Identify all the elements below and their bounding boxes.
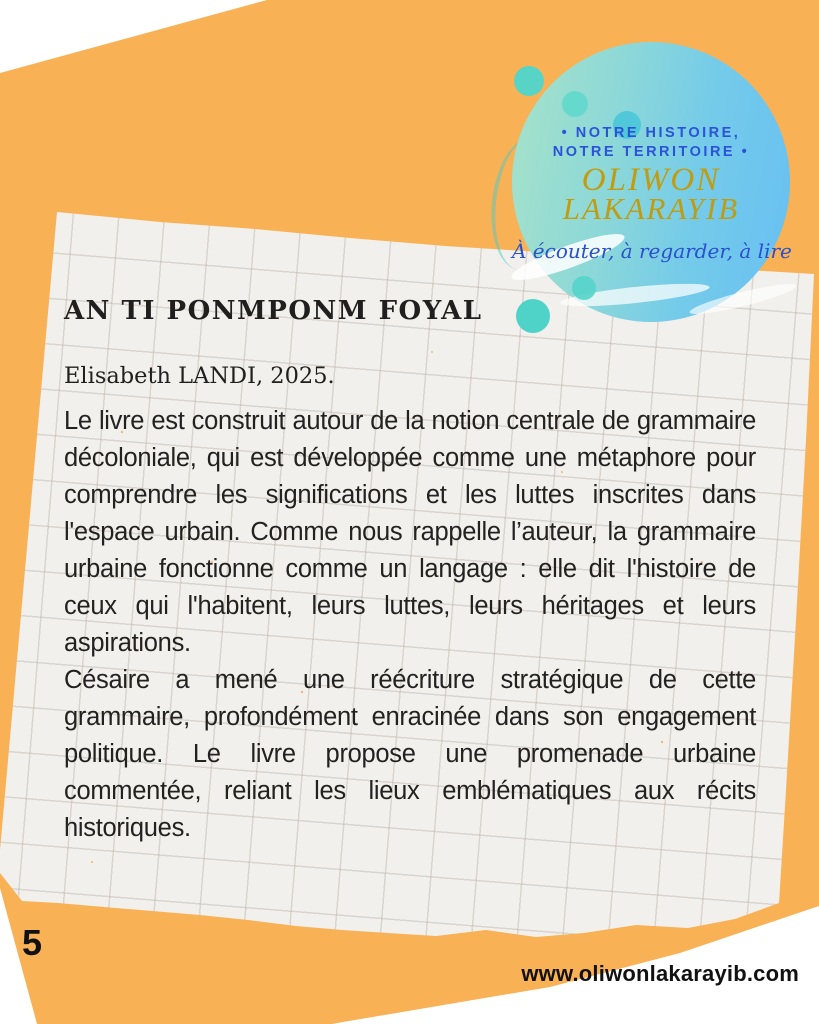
decor-teal-dot bbox=[516, 299, 550, 333]
logo-text bbox=[512, 124, 790, 263]
article bbox=[64, 296, 756, 847]
logo-tagline-line2: NOTRE TERRITOIRE • bbox=[552, 144, 750, 160]
article-body bbox=[64, 403, 756, 847]
logo-tagline-line1: • NOTRE HISTOIRE, bbox=[561, 125, 741, 141]
decor-teal-dot bbox=[562, 91, 588, 117]
logo-subtitle: À écouter, à regarder, à lire bbox=[512, 239, 792, 263]
article-author: Elisabeth LANDI, 2025. bbox=[64, 363, 335, 389]
logo-brand-line2: LAKARAYIB bbox=[562, 191, 740, 226]
logo-brand-line1: OLIWON bbox=[581, 162, 721, 198]
article-paragraph: Le livre est construit autour de la notion centrale de grammaire décoloniale, qui est développée comme une métaphore pour comprendre les significations et les luttes inscrites dans l'espace urbain. Comme nous rappelle l’auteur, la grammaire urbaine fonctionne comme un langage : elle dit l'histoire de ceux qui l'habitent, leurs luttes, leurs héritages et leurs aspirations. bbox=[64, 407, 756, 657]
decor-teal-dot bbox=[514, 66, 544, 96]
website-url: www.oliwonlakarayib.com bbox=[521, 961, 799, 986]
decor-teal-dot bbox=[572, 276, 596, 300]
article-paragraph: Césaire a mené une réécriture stratégique de cette grammaire, profondément enracinée dans son engagement politique. Le livre propose une promenade urbaine commentée, reliant les lieux emblématiques aux récits historiques. bbox=[64, 666, 756, 842]
page-number: 5 bbox=[22, 922, 43, 963]
article-title: AN TI PONMPONM FOYAL bbox=[64, 296, 483, 326]
